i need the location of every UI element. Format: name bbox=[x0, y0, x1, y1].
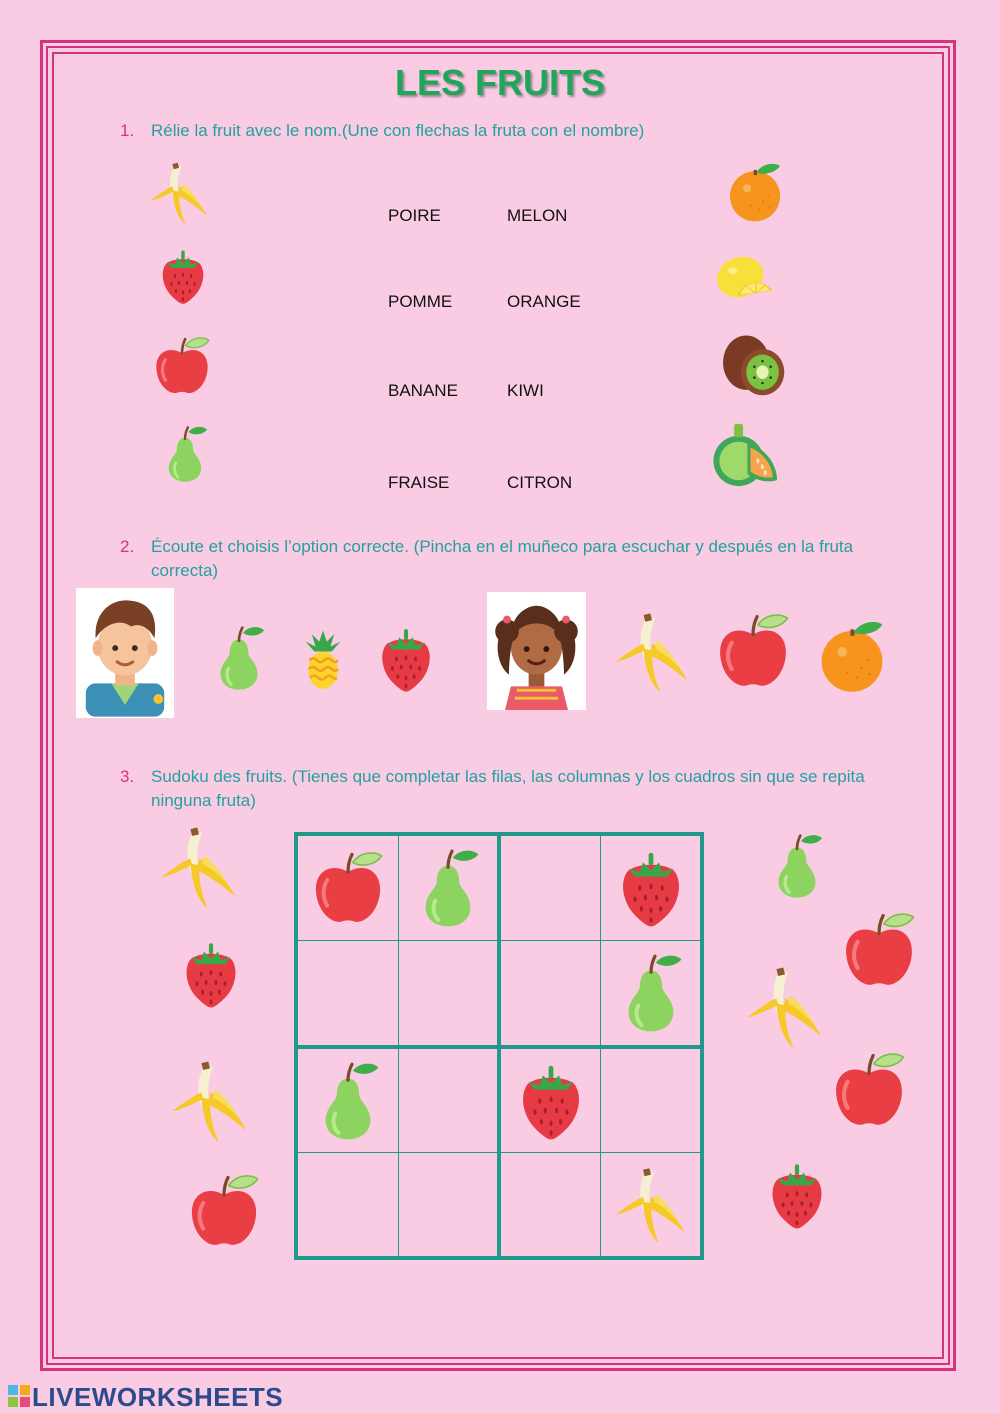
strawberry-icon[interactable] bbox=[372, 614, 440, 704]
kiwi-icon[interactable] bbox=[716, 330, 790, 398]
lemon-icon[interactable] bbox=[710, 246, 778, 308]
page-title: LES FRUITS bbox=[394, 62, 605, 103]
word-banane[interactable]: BANANE bbox=[388, 381, 458, 400]
word-pomme[interactable]: POMME bbox=[388, 292, 453, 311]
question-3-text: Sudoku des fruits. (Tienes que completar las filas, las columnas y los cuadros sin que se repita ninguna fruta) bbox=[151, 767, 865, 810]
apple-icon[interactable] bbox=[828, 1046, 910, 1134]
sudoku-cell[interactable] bbox=[501, 836, 600, 940]
word-citron[interactable]: CITRON bbox=[507, 473, 573, 492]
sudoku-cell[interactable] bbox=[298, 1153, 398, 1256]
orange-icon[interactable] bbox=[722, 158, 788, 224]
word-kiwi[interactable]: KIWI bbox=[507, 381, 544, 400]
boy-avatar-button[interactable] bbox=[76, 588, 174, 718]
apple-icon bbox=[308, 844, 388, 932]
banana-icon[interactable] bbox=[606, 610, 698, 694]
sudoku-cell[interactable] bbox=[399, 1153, 497, 1256]
sudoku-cell[interactable] bbox=[601, 1049, 700, 1152]
sudoku-cell[interactable] bbox=[298, 836, 398, 940]
apple-icon[interactable] bbox=[838, 906, 920, 994]
question-1-number: 1. bbox=[120, 121, 135, 140]
sudoku-cell[interactable] bbox=[501, 1153, 600, 1256]
girl-avatar-button[interactable] bbox=[487, 592, 586, 710]
strawberry-icon bbox=[511, 1057, 591, 1145]
pear-icon bbox=[611, 949, 691, 1037]
banana-icon[interactable] bbox=[154, 824, 244, 910]
question-2 bbox=[120, 535, 900, 583]
pear-icon bbox=[308, 1057, 388, 1145]
word-fraise[interactable]: FRAISE bbox=[388, 473, 450, 492]
sudoku-cell[interactable] bbox=[298, 941, 398, 1045]
question-1-text: Rélie la fruit avec le nom.(Une con flechas la fruta con el nombre) bbox=[151, 121, 645, 140]
sudoku-grid bbox=[294, 832, 704, 1260]
liveworksheets-logo-icon bbox=[8, 1385, 30, 1407]
melon-icon[interactable] bbox=[708, 418, 784, 492]
pineapple-icon[interactable] bbox=[292, 616, 354, 702]
question-3 bbox=[120, 765, 900, 813]
sudoku-cell[interactable] bbox=[601, 1153, 700, 1256]
banana-icon[interactable] bbox=[740, 964, 830, 1050]
question-2-number: 2. bbox=[120, 537, 135, 556]
sudoku-cell[interactable] bbox=[601, 941, 700, 1045]
sudoku-cell[interactable] bbox=[399, 836, 497, 940]
question-3-number: 3. bbox=[120, 767, 135, 786]
banana-icon[interactable] bbox=[166, 1058, 254, 1144]
pear-icon bbox=[408, 844, 488, 932]
banana-icon bbox=[611, 1161, 691, 1249]
liveworksheets-logo[interactable]: LIVEWORKSHEETS bbox=[32, 1382, 284, 1412]
sudoku-cell[interactable] bbox=[501, 941, 600, 1045]
sudoku-cell[interactable] bbox=[399, 941, 497, 1045]
banana-icon[interactable] bbox=[146, 160, 212, 226]
apple-icon[interactable] bbox=[712, 608, 794, 694]
strawberry-icon[interactable] bbox=[762, 1150, 832, 1240]
word-orange[interactable]: ORANGE bbox=[507, 292, 581, 311]
pear-icon[interactable] bbox=[156, 418, 214, 490]
sudoku-cell[interactable] bbox=[298, 1049, 398, 1152]
apple-icon[interactable] bbox=[184, 1168, 264, 1254]
boy-icon bbox=[76, 588, 174, 718]
pear-icon[interactable] bbox=[206, 614, 272, 702]
girl-icon bbox=[487, 592, 586, 710]
strawberry-icon bbox=[611, 844, 691, 932]
sudoku-cell[interactable] bbox=[399, 1049, 497, 1152]
strawberry-icon[interactable] bbox=[176, 930, 246, 1018]
word-poire[interactable]: POIRE bbox=[388, 206, 441, 225]
pear-icon[interactable] bbox=[764, 822, 830, 910]
strawberry-icon[interactable] bbox=[154, 242, 212, 310]
orange-icon[interactable] bbox=[812, 614, 892, 696]
question-2-text: Écoute et choisis l’option correcte. (Pincha en el muñeco para escuchar y después en la fruta correcta) bbox=[151, 537, 854, 580]
question-1 bbox=[120, 119, 900, 143]
sudoku-cell[interactable] bbox=[601, 836, 700, 940]
word-melon[interactable]: MELON bbox=[507, 206, 568, 225]
apple-icon[interactable] bbox=[150, 332, 214, 400]
sudoku-cell[interactable] bbox=[501, 1049, 600, 1152]
